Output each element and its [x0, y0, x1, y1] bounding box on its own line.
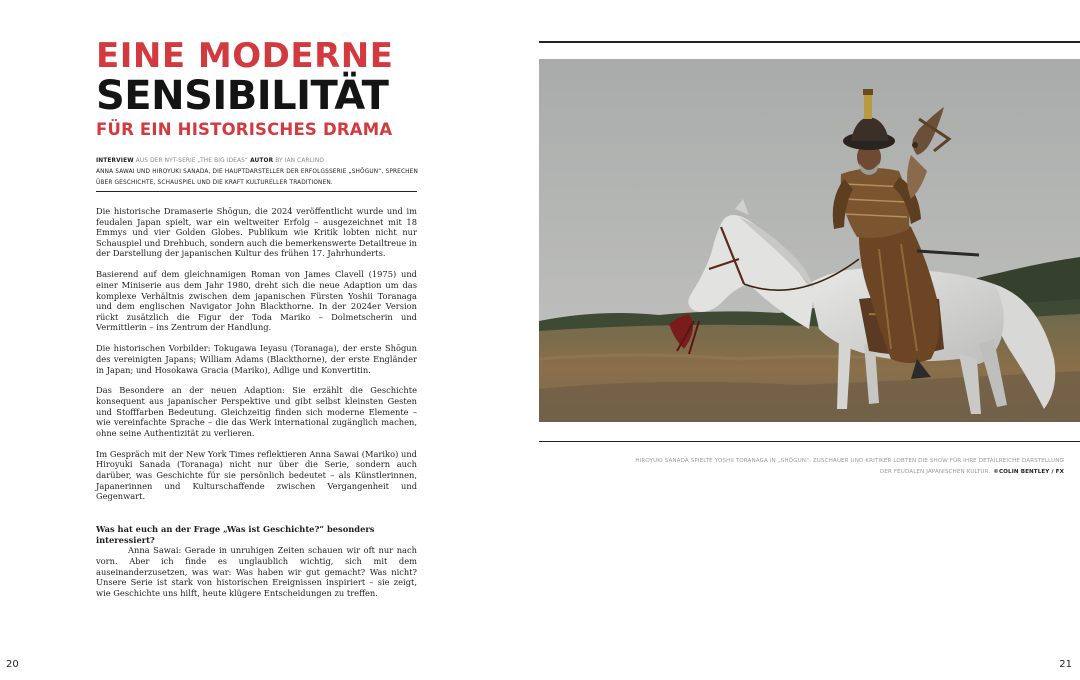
interview-source: AUS DER NYT-SERIE „THE BIG IDEAS“ [135, 158, 249, 164]
divider-top-right [539, 41, 1080, 43]
caption-line-1: HIROYUKI SANADA SPIELTE YOSHII TORANAGA IN „SHŌGUN“. ZUSCHAUER UND KRITIKER LOBTEN DIE SHOW FÜR IHRE DETAILREICHE DARSTELLUNG [635, 458, 1064, 464]
article-meta [96, 156, 418, 189]
photo-credit: ©COLIN BENTLEY / FX [993, 469, 1064, 475]
article-body [96, 206, 417, 598]
photo-caption [560, 456, 1064, 478]
body-paragraph: Die historischen Vorbilder: Tokugawa Ieyasu (Toranaga), der erste Shōgun des vereinigten Japans; William Adams (Blackthorne), der erste Engländer in Japan; und Hosokawa Gracia (Mariko), Adlige und Konvertitin. [96, 343, 417, 375]
body-paragraph: Das Besondere an der neuen Adaption: Sie erzählt die Geschichte konsequent aus japanischer Perspektive und gibt selbst kleinsten Gesten und Stofffarben Bedeutung. Gleichzeitig finden sich moderne Elemente – wie vereinfachte Sprache – die das Werk international zugänglich machen, ohne seine Authentizität zu verlieren. [96, 385, 417, 438]
interview-question: Was hat euch an der Frage „Was ist Geschichte?“ besonders interessiert? [96, 524, 375, 545]
author-label: AUTOR [250, 158, 274, 164]
page-number-left: 20 [6, 659, 19, 670]
interview-answer: Anna Sawai: Gerade in unruhigen Zeiten schauen wir oft nur nach vorn. Aber ich finde es unglaublich wichtig, sich mit dem auseinanderzusetzen, was war: Was haben wir gut gemacht? Was nicht? Unsere Serie ist stark von historischen Ereignissen inspiriert – sie zeigt, wie Geschichte uns hilft, heute klügere Entscheidungen zu treffen. [96, 545, 417, 598]
byline [96, 156, 418, 167]
caption-line-2-text: DER FEUDALEN JAPANISCHEN KULTUR. [879, 469, 991, 475]
body-paragraph: Im Gespräch mit der New York Times reflektieren Anna Sawai (Mariko) und Hiroyuki Sanada (Toranaga) nicht nur über die Serie, sondern auch darüber, was Geschichte für sie persönlich bedeutet – als Künstlerinnen, Japanerinnen und Kulturschaffende zwischen Vergangenheit und Gegenwart. [96, 448, 417, 502]
lead-text: ANNA SAWAI UND HIROYUKI SANADA, DIE HAUPTDARSTELLER DER ERFOLGSSERIE „SHŌGUN“, SPRECHEN ÜBER GESCHICHTE, SCHAUSPIEL UND DIE KRAFT KULTURELLER TRADITIONEN. [96, 169, 418, 186]
title-line-2: SENSIBILITÄT [96, 73, 389, 119]
article-title [96, 38, 426, 141]
title-line-3: FÜR EIN HISTORISCHES DRAMA [96, 120, 393, 139]
page-number-right: 21 [1059, 659, 1072, 670]
body-paragraph: Die historische Dramaserie Shōgun, die 2024 veröffentlicht wurde und im feudalen Japan spielt, war ein weltweiter Erfolg – ausgezeichnet mit 18 Emmys und vier Golden Globes. Publikum wie Kritik lobten nicht nur Schauspiel und Drehbuch, sondern auch die bemerkenswerte Detailtreue in der Darstellung der japanischen Kultur des frühen 17. Jahrhunderts. [96, 206, 417, 259]
caption-line-2 [560, 467, 1064, 478]
author-name: BY IAN CARLINO [275, 158, 325, 164]
divider-bottom-right [539, 441, 1080, 442]
divider-left [96, 191, 417, 192]
samurai-photo [539, 59, 1080, 422]
interview-label: INTERVIEW [96, 158, 134, 164]
body-paragraph: Basierend auf dem gleichnamigen Roman von James Clavell (1975) und einer Miniserie aus dem Jahr 1980, dreht sich die neue Adaption um das komplexe Verhältnis zwischen dem japanischen Fürsten Yoshii Toranaga und dem englischen Navigator John Blackthorne. In der 2024er Version rückt zusätzlich die Figur der Toda Mariko – Dolmetscherin und Vermittlerin – ins Zentrum der Handlung. [96, 269, 417, 333]
title-line-1: EINE MODERNE [96, 36, 394, 76]
